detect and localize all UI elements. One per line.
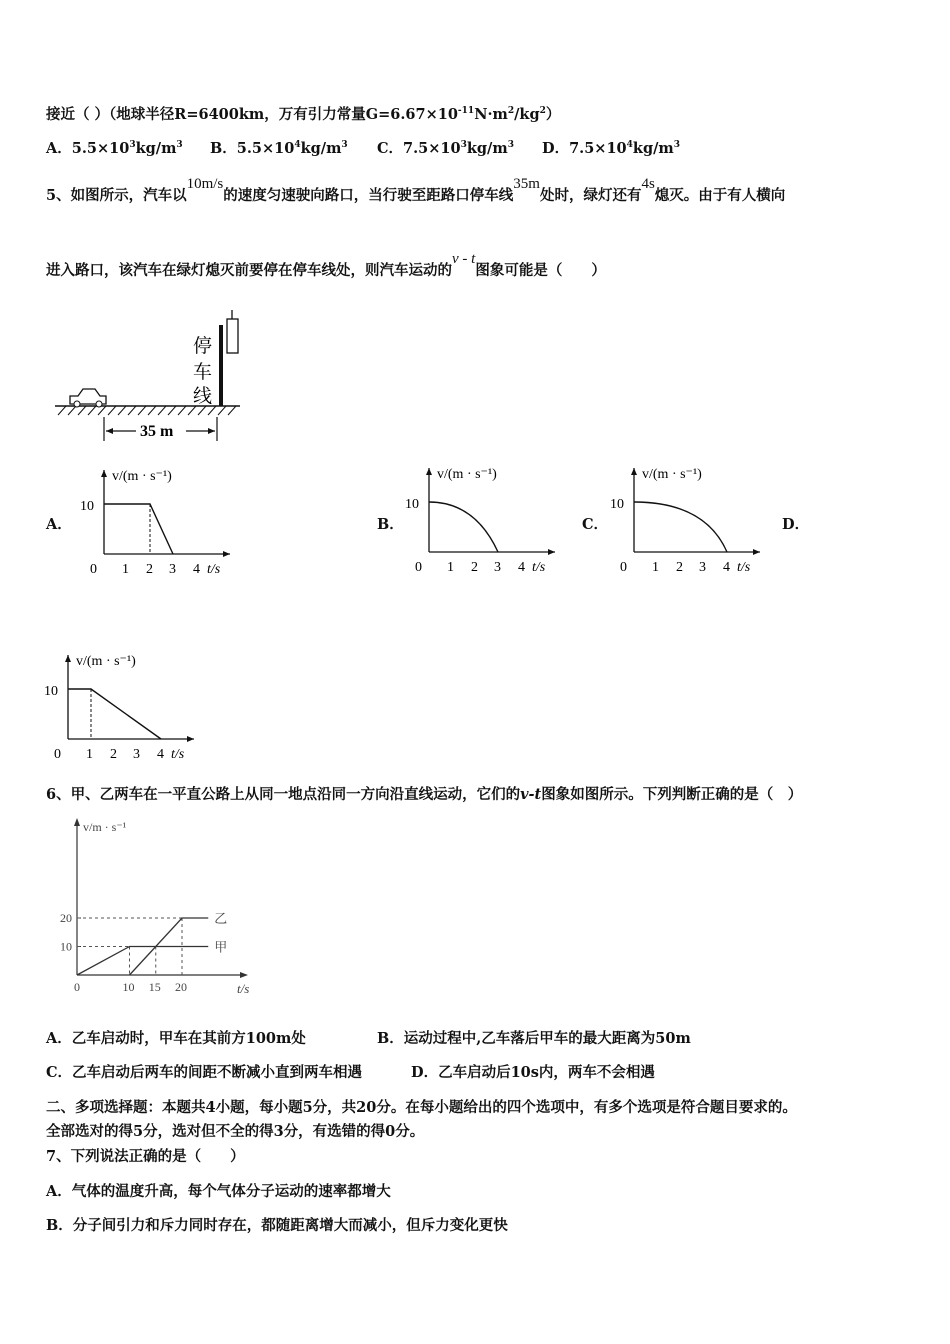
- graph-d-x2: 2: [110, 747, 117, 762]
- q5-graph-b: [405, 458, 585, 583]
- graph-b-curve: [429, 502, 498, 552]
- q5-graph-a: [80, 460, 260, 585]
- q6-option-c: C．乙车启动后两车的间距不断减小直到两车相遇: [46, 1064, 363, 1081]
- graph-a-xlabel: t/s: [207, 562, 221, 577]
- q4-stem: 接近（ ）（地球半径R=6400km，万有引力常量$G=6.67\times 10^{-11}N\cdot m^2/kg^2$）: [46, 106, 561, 123]
- q6-series-label: 乙: [214, 911, 228, 926]
- stop-label-3: 线: [193, 386, 213, 407]
- graph-b-x3: 3: [494, 560, 501, 575]
- graph-a-ylabel: v/(m · s⁻¹): [112, 469, 172, 484]
- ground-hatch: [58, 406, 236, 415]
- q5-graph-c: [610, 458, 790, 583]
- graph-d-ytick: 10: [44, 684, 58, 699]
- q5-scene-diagram: [50, 305, 250, 445]
- graph-d-x4: 4: [157, 747, 164, 762]
- distance-label: 35 m: [140, 423, 174, 440]
- q7-stem: 7、下列说法正确的是（ ）: [46, 1148, 245, 1165]
- graph-b-x0: 0: [415, 560, 422, 575]
- graph-b-x4: 4: [518, 560, 525, 575]
- q6-stem: 6、甲、乙两车在一平直公路上从同一地点沿同一方向沿直线运动，它们的v-t图象如图所示。下列判断正确的是（ ）: [46, 786, 803, 803]
- graph-a-x3: 3: [169, 562, 176, 577]
- graph-d-x3: 3: [133, 747, 140, 762]
- graph-a-x4: 4: [193, 562, 200, 577]
- graph-b-ylabel: v/(m · s⁻¹): [437, 467, 497, 482]
- section2-line2: 全部选对的得5分，选对但不全的得3分，有选错的得0分。: [46, 1123, 425, 1140]
- stop-label-2: 车: [193, 362, 213, 383]
- graph-c-x2: 2: [676, 560, 683, 575]
- q4-option-b: B．$5.5\times 10^4kg/m^3$: [210, 140, 348, 157]
- graph-c-x3: 3: [699, 560, 706, 575]
- graph-a-x2: 2: [146, 562, 153, 577]
- q5-stem-line2: 进入路口，该汽车在绿灯熄灭前要停在停车线处，则汽车运动的v - t图象可能是（ ）: [46, 251, 606, 279]
- q5-label-a: A．: [46, 516, 72, 533]
- q4-option-c: C．$7.5\times 10^3kg/m^3$: [377, 140, 514, 157]
- graph-d-curve: [68, 689, 161, 739]
- q5-label-d: D．: [782, 516, 810, 533]
- graph-a-curve: [104, 504, 173, 554]
- q7-option-b: B．分子间引力和斥力同时存在，都随距离增大而减小，但斥力变化更快: [46, 1217, 508, 1234]
- graph-a-ytick: 10: [80, 499, 94, 514]
- graph-a-x1: 1: [122, 562, 129, 577]
- graph-c-curve: [634, 502, 727, 552]
- q5-label-b: B．: [377, 516, 404, 533]
- q6-xtick-label: 10: [122, 980, 135, 994]
- graph-b-x1: 1: [447, 560, 454, 575]
- q6-ytick-label: 20: [60, 911, 72, 925]
- graph-b-xlabel: t/s: [532, 560, 546, 575]
- q5-label-c: C．: [582, 516, 609, 533]
- q6-option-b: B．运动过程中,乙车落后甲车的最大距离为50m: [377, 1030, 691, 1047]
- q6-ytick-label: 10: [60, 939, 72, 954]
- q5-stem-line1: 5、如图所示，汽车以10m/s的速度匀速驶向路口，当行驶至距路口停车线35m处时，绿灯还有4s熄灭。由于有人横向: [46, 176, 786, 204]
- q6-series-label: 甲: [214, 939, 228, 955]
- q6-option-a: A．乙车启动时，甲车在其前方100m处: [46, 1030, 306, 1047]
- traffic-light-icon: [227, 319, 238, 353]
- stop-label-1: 停: [193, 336, 213, 357]
- graph-c-xlabel: t/s: [737, 560, 751, 575]
- q6-vt-chart: [50, 815, 290, 1005]
- graph-d-x0: 0: [54, 747, 61, 762]
- graph-d-ylabel: v/(m · s⁻¹): [76, 654, 136, 669]
- graph-a-x0: 0: [90, 562, 97, 577]
- car-icon: [70, 389, 106, 407]
- section2-line1: 二、多项选择题：本题共4小题，每小题5分，共20分。在每小题给出的四个选项中，有多个选项是符合题目要求的。: [46, 1099, 797, 1116]
- q6-option-d: D．乙车启动后10s内，两车不会相遇: [411, 1064, 655, 1081]
- q4-option-d: D．$7.5\times 10^4kg/m^3$: [542, 140, 680, 157]
- q6-xtick-label: 20: [175, 980, 187, 994]
- graph-d-xlabel: t/s: [171, 747, 185, 762]
- q6-xlabel: t/s: [237, 981, 250, 996]
- graph-b-ytick: 10: [405, 497, 419, 512]
- graph-c-x4: 4: [723, 560, 730, 575]
- graph-c-x1: 1: [652, 560, 659, 575]
- q6-ylabel: v/m · s⁻¹: [83, 820, 127, 834]
- graph-c-ytick: 10: [610, 497, 624, 512]
- q5-graph-d: [44, 645, 224, 770]
- graph-c-ylabel: v/(m · s⁻¹): [642, 467, 702, 482]
- graph-b-x2: 2: [471, 560, 478, 575]
- q7-option-a: A．气体的温度升高，每个气体分子运动的速率都增大: [46, 1183, 391, 1200]
- q4-option-a: A．$5.5\times 10^3kg/m^3$: [46, 140, 183, 157]
- graph-c-x0: 0: [620, 560, 627, 575]
- q6-xtick-label: 15: [148, 980, 161, 994]
- q6-xtick-label: 0: [74, 980, 80, 994]
- graph-d-x1: 1: [86, 747, 93, 762]
